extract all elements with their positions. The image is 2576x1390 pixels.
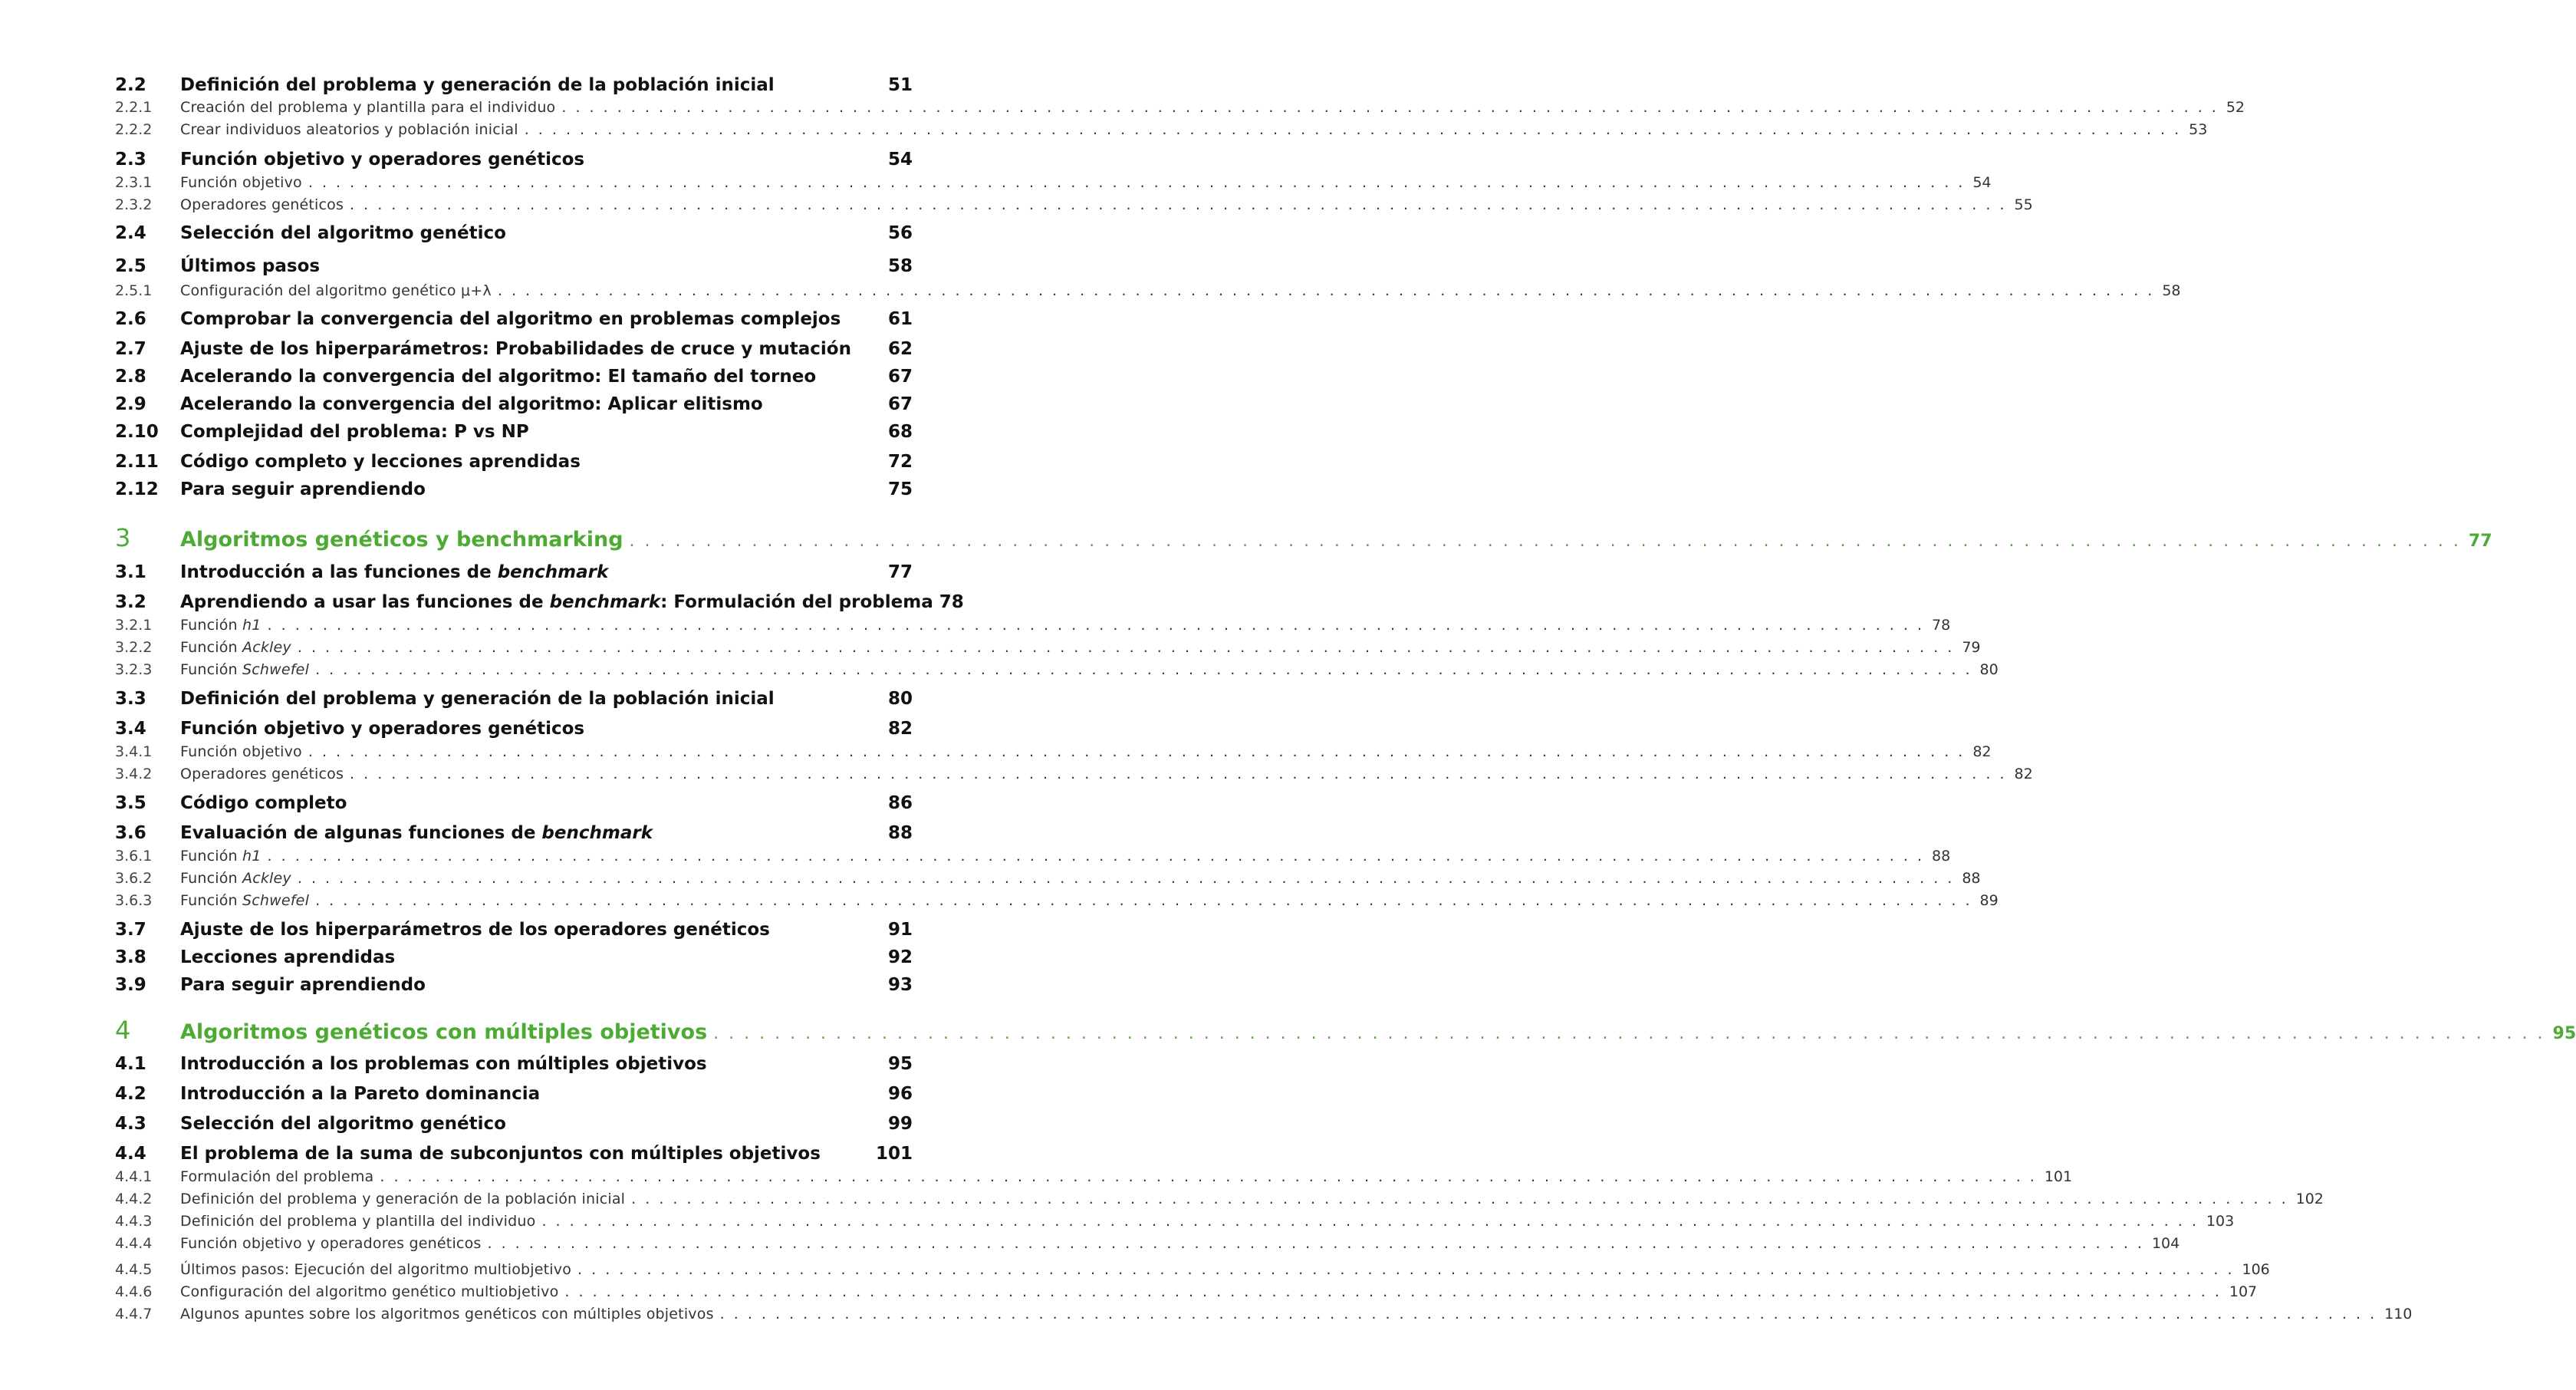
toc-dot-leader: . . . . . . . . . . . . . . . . . . . . . . . . . . . . . . . . . . . . . . . . . . . . . . . . . . . . . . . . . . . . . . . . . . . . . . . . . . . . . . . . . . . . . . . . . . . . . . . . . . . . . . . . . . . . . . . . . . . . . . . . [315, 892, 1972, 909]
toc-entry-number: 2.7 [115, 339, 146, 359]
toc-entry-number: 3.6.2 [115, 870, 153, 887]
toc-entry-title: Formulación del problema [180, 1168, 374, 1185]
toc-section[interactable] [115, 309, 913, 329]
toc-entry-page: 62 [887, 339, 913, 359]
toc-dot-leader: . . . . . . . . . . . . . . . . . . . . . . . . . . . . . . . . . . . . . . . . . . . . . . . . . . . . . . . . . . . . . . . . . . . . . . . . . . . . . . . . . . . . . . . . . . . . . . . . . . . . . . . . . . . . . . . . . . . . . . . . [524, 121, 2182, 138]
toc-entry-page: 101 [875, 1144, 913, 1164]
toc-entry-page: 55 [2014, 196, 2033, 213]
toc-dot-leader: . . . . . . . . . . . . . . . . . . . . . . . . . . . . . . . . . . . . . . . . . . . . . . . . . . . . . . . . . . . . . . . . . . . . . . . . . . . . . . . . . . . . . . . . . . . . . . . . . . . . . . . . . . . . . . . . . . . . . . . . [267, 848, 1924, 865]
toc-entry-title: Algoritmos genéticos y benchmarking [180, 528, 623, 552]
toc-subsection[interactable] [115, 99, 2245, 116]
toc-section[interactable] [115, 1084, 913, 1104]
toc-section[interactable] [115, 562, 913, 582]
toc-subsection[interactable] [115, 1191, 2324, 1207]
toc-entry-title: Definición del problema y generación de la población inicial [180, 75, 775, 95]
toc-entry-page: 61 [887, 309, 913, 329]
toc-section[interactable] [115, 479, 913, 499]
toc-entry-title [180, 617, 262, 634]
toc-entry-page: 101 [2044, 1168, 2073, 1185]
toc-entry-title [180, 848, 262, 865]
toc-entry-number: 2.3 [115, 150, 146, 170]
toc-entry-page: 92 [887, 947, 913, 967]
toc-subsection[interactable] [115, 848, 1951, 865]
toc-entry-page: 80 [887, 689, 913, 709]
toc-entry-number: 4.1 [115, 1054, 146, 1074]
toc-entry-title: Acelerando la convergencia del algoritmo: Aplicar elitismo [180, 394, 763, 414]
toc-entry-title: Comprobar la convergencia del algoritmo en problemas complejos [180, 309, 841, 329]
toc-dot-leader: . . . . . . . . . . . . . . . . . . . . . . . . . . . . . . . . . . . . . . . . . . . . . . . . . . . . . . . . . . . . . . . . . . . . . . . . . . . . . . . . . . . . . . . . . . . . . . . . . . . . . . . . . . . . . . . . . . . . . . . . [713, 1024, 2545, 1043]
toc-entry-number: 2.2.1 [115, 99, 153, 116]
toc-dot-leader: . . . . . . . . . . . . . . . . . . . . . . . . . . . . . . . . . . . . . . . . . . . . . . . . . . . . . . . . . . . . . . . . . . . . . . . . . . . . . . . . . . . . . . . . . . . . . . . . . . . . . . . . . . . . . . . . . . . . . . . . [541, 1213, 2199, 1230]
toc-dot-leader: . . . . . . . . . . . . . . . . . . . . . . . . . . . . . . . . . . . . . . . . . . . . . . . . . . . . . . . . . . . . . . . . . . . . . . . . . . . . . . . . . . . . . . . . . . . . . . . . . . . . . . . . . . . . . . . . . . . . . . . . [267, 617, 1924, 634]
toc-dot-leader: . . . . . . . . . . . . . . . . . . . . . . . . . . . . . . . . . . . . . . . . . . . . . . . . . . . . . . . . . . . . . . . . . . . . . . . . . . . . . . . . . . . . . . . . . . . . . . . . . . . . . . . . . . . . . . . . . . . . . . . . [629, 532, 2461, 551]
toc-entry-number: 3.1 [115, 562, 146, 582]
toc-entry-title [180, 661, 309, 678]
toc-section[interactable] [115, 422, 913, 442]
toc-entry-title-italic: Ackley [242, 870, 291, 887]
toc-dot-leader: . . . . . . . . . . . . . . . . . . . . . . . . . . . . . . . . . . . . . . . . . . . . . . . . . . . . . . . . . . . . . . . . . . . . . . . . . . . . . . . . . . . . . . . . . . . . . . . . . . . . . . . . . . . . . . . . . . . . . . . . [631, 1191, 2288, 1207]
toc-dot-leader: . . . . . . . . . . . . . . . . . . . . . . . . . . . . . . . . . . . . . . . . . . . . . . . . . . . . . . . . . . . . . . . . . . . . . . . . . . . . . . . . . . . . . . . . . . . . . . . . . . . . . . . . . . . . . . . . . . . . . . . . [487, 1235, 2144, 1252]
toc-entry-title: Definición del problema y generación de la población inicial [180, 689, 775, 709]
toc-section[interactable] [115, 75, 913, 95]
toc-section[interactable] [115, 150, 913, 170]
toc-entry-page: 78 [939, 592, 964, 612]
toc-entry-title: Función objetivo [180, 174, 302, 191]
toc-entry-number: 2.4 [115, 223, 146, 243]
toc-entry-number: 3.2.2 [115, 639, 153, 656]
toc-entry-page: 103 [2206, 1213, 2235, 1230]
toc-entry-page: 67 [887, 367, 913, 387]
toc-entry-page: 89 [1979, 892, 1999, 909]
toc-entry-number: 2.2.2 [115, 121, 153, 138]
toc-entry-number: 2.10 [115, 422, 159, 442]
toc-entry-number: 4.4.1 [115, 1168, 153, 1185]
toc-section[interactable] [115, 947, 913, 967]
toc-entry-title-part: Función [180, 639, 243, 656]
toc-entry-page: 77 [887, 562, 913, 582]
toc-entry-number: 2.5.1 [115, 282, 153, 299]
toc-entry-title [180, 592, 933, 612]
toc-entry-page: 88 [1932, 848, 1951, 865]
toc-section[interactable] [115, 367, 913, 387]
toc-entry-page: 79 [1962, 639, 1981, 656]
toc-entry-number: 3.7 [115, 920, 146, 940]
toc-entry-title: Función objetivo y operadores genéticos [180, 150, 585, 170]
toc-entry-title: Función objetivo y operadores genéticos [180, 1235, 482, 1252]
toc-section[interactable] [115, 223, 913, 243]
toc-subsection[interactable] [115, 892, 1999, 909]
toc-entry-number: 3 [115, 523, 131, 552]
toc-entry-title: Algoritmos genéticos con múltiples objetivos [180, 1020, 708, 1044]
toc-subsection[interactable] [115, 743, 1992, 760]
toc-entry-title: Configuración del algoritmo genético μ+λ [180, 282, 492, 299]
toc-entry-number: 2.11 [115, 452, 159, 472]
toc-dot-leader: . . . . . . . . . . . . . . . . . . . . . . . . . . . . . . . . . . . . . . . . . . . . . . . . . . . . . . . . . . . . . . . . . . . . . . . . . . . . . . . . . . . . . . . . . . . . . . . . . . . . . . . . . . . . . . . . . . . . . . . . [561, 99, 2219, 116]
toc-entry-title: Últimos pasos: Ejecución del algoritmo multiobjetivo [180, 1261, 572, 1278]
toc-entry-title-part: Función [180, 661, 243, 678]
toc-subsection[interactable] [115, 870, 1981, 887]
toc-entry-title: Para seguir aprendiendo [180, 975, 426, 995]
toc-entry-number: 2.3.2 [115, 196, 153, 213]
toc-entry-number: 4.3 [115, 1114, 146, 1134]
toc-dot-leader: . . . . . . . . . . . . . . . . . . . . . . . . . . . . . . . . . . . . . . . . . . . . . . . . . . . . . . . . . . . . . . . . . . . . . . . . . . . . . . . . . . . . . . . . . . . . . . . . . . . . . . . . . . . . . . . . . . . . . . . . [564, 1283, 2222, 1300]
toc-entry-page: 54 [1972, 174, 1992, 191]
toc-entry-title [180, 870, 291, 887]
toc-entry-title-part: Función [180, 848, 243, 865]
toc-section[interactable] [115, 339, 913, 359]
toc-entry-number: 4.4.6 [115, 1283, 153, 1300]
toc-dot-leader: . . . . . . . . . . . . . . . . . . . . . . . . . . . . . . . . . . . . . . . . . . . . . . . . . . . . . . . . . . . . . . . . . . . . . . . . . . . . . . . . . . . . . . . . . . . . . . . . . . . . . . . . . . . . . . . . . . . . . . . . [350, 766, 2007, 782]
toc-dot-leader: . . . . . . . . . . . . . . . . . . . . . . . . . . . . . . . . . . . . . . . . . . . . . . . . . . . . . . . . . . . . . . . . . . . . . . . . . . . . . . . . . . . . . . . . . . . . . . . . . . . . . . . . . . . . . . . . . . . . . . . . [719, 1306, 2377, 1322]
toc-section[interactable] [115, 823, 913, 843]
toc-entry-title-italic: benchmark [497, 562, 609, 582]
toc-subsection[interactable] [115, 196, 2033, 213]
toc-entry-title [180, 639, 291, 656]
toc-subsection[interactable] [115, 1168, 2073, 1185]
toc-entry-number: 3.4.2 [115, 766, 153, 782]
toc-entry-page: 78 [1932, 617, 1951, 634]
toc-entry-title-part: Introducción a las funciones de [180, 562, 498, 582]
toc-entry-title-part: Aprendiendo a usar las funciones de [180, 592, 550, 612]
toc-entry-title [180, 823, 653, 843]
toc-entry-page: 53 [2189, 121, 2208, 138]
toc-entry-number: 2.9 [115, 394, 146, 414]
toc-entry-title-italic: benchmark [549, 592, 661, 612]
toc-entry-title: Para seguir aprendiendo [180, 479, 426, 499]
toc-entry-page: 96 [887, 1084, 913, 1104]
toc-dot-leader: . . . . . . . . . . . . . . . . . . . . . . . . . . . . . . . . . . . . . . . . . . . . . . . . . . . . . . . . . . . . . . . . . . . . . . . . . . . . . . . . . . . . . . . . . . . . . . . . . . . . . . . . . . . . . . . . . . . . . . . . [380, 1168, 2037, 1185]
toc-entry-number: 2.5 [115, 256, 146, 276]
toc-entry-title [180, 892, 309, 909]
toc-entry-number: 3.4.1 [115, 743, 153, 760]
toc-subsection[interactable] [115, 639, 1981, 656]
toc-entry-page: 95 [887, 1054, 913, 1074]
toc-dot-leader: . . . . . . . . . . . . . . . . . . . . . . . . . . . . . . . . . . . . . . . . . . . . . . . . . . . . . . . . . . . . . . . . . . . . . . . . . . . . . . . . . . . . . . . . . . . . . . . . . . . . . . . . . . . . . . . . . . . . . . . . [577, 1261, 2235, 1278]
toc-entry-title: Introducción a la Pareto dominancia [180, 1084, 541, 1104]
toc-entry-title-italic: h1 [242, 617, 262, 634]
toc-entry-title: Acelerando la convergencia del algoritmo: El tamaño del torneo [180, 367, 817, 387]
toc-entry-number: 4.4.3 [115, 1213, 153, 1230]
toc-dot-leader: . . . . . . . . . . . . . . . . . . . . . . . . . . . . . . . . . . . . . . . . . . . . . . . . . . . . . . . . . . . . . . . . . . . . . . . . . . . . . . . . . . . . . . . . . . . . . . . . . . . . . . . . . . . . . . . . . . . . . . . . [308, 174, 1966, 191]
toc-entry-page: 77 [2468, 532, 2492, 551]
toc-entry-title: Complejidad del problema: P vs NP [180, 422, 529, 442]
toc-entry-page: 95 [2552, 1024, 2576, 1043]
toc-entry-number: 3.2.1 [115, 617, 153, 634]
toc-entry-page: 72 [887, 452, 913, 472]
toc-entry-page: 104 [2151, 1235, 2180, 1252]
toc-entry-page: 52 [2226, 99, 2245, 116]
toc-dot-leader: . . . . . . . . . . . . . . . . . . . . . . . . . . . . . . . . . . . . . . . . . . . . . . . . . . . . . . . . . . . . . . . . . . . . . . . . . . . . . . . . . . . . . . . . . . . . . . . . . . . . . . . . . . . . . . . . . . . . . . . . [497, 282, 2155, 299]
toc-entry-page: 67 [887, 394, 913, 414]
toc-entry-number: 4.4.4 [115, 1235, 153, 1252]
toc-subsection[interactable] [115, 1261, 2270, 1278]
toc-entry-page: 99 [887, 1114, 913, 1134]
toc-subsection[interactable] [115, 1306, 2413, 1322]
toc-entry-number: 3.2 [115, 592, 146, 612]
toc-subsection[interactable] [115, 766, 2033, 782]
toc-entry-page: 88 [1962, 870, 1981, 887]
toc-dot-leader: . . . . . . . . . . . . . . . . . . . . . . . . . . . . . . . . . . . . . . . . . . . . . . . . . . . . . . . . . . . . . . . . . . . . . . . . . . . . . . . . . . . . . . . . . . . . . . . . . . . . . . . . . . . . . . . . . . . . . . . . [297, 639, 1955, 656]
toc-subsection[interactable] [115, 617, 1951, 634]
toc-entry-title: Lecciones aprendidas [180, 947, 396, 967]
toc-entry-number: 2.6 [115, 309, 146, 329]
toc-section[interactable] [115, 719, 913, 739]
toc-entry-page: 58 [2162, 282, 2181, 299]
toc-entry-title: Función objetivo [180, 743, 302, 760]
toc-entry-number: 2.12 [115, 479, 159, 499]
toc-section[interactable] [115, 394, 913, 414]
toc-subsection[interactable] [115, 1213, 2235, 1230]
toc-entry-title-part: Función [180, 870, 243, 887]
toc-dot-leader: . . . . . . . . . . . . . . . . . . . . . . . . . . . . . . . . . . . . . . . . . . . . . . . . . . . . . . . . . . . . . . . . . . . . . . . . . . . . . . . . . . . . . . . . . . . . . . . . . . . . . . . . . . . . . . . . . . . . . . . . [315, 661, 1972, 678]
toc-entry-number: 2.8 [115, 367, 146, 387]
toc-section[interactable] [115, 793, 913, 813]
toc-entry-page: 75 [887, 479, 913, 499]
toc-entry-number: 2.2 [115, 75, 146, 95]
toc-entry-page: 82 [887, 719, 913, 739]
toc-entry-number: 3.4 [115, 719, 146, 739]
toc-entry-title: Introducción a los problemas con múltiples objetivos [180, 1054, 707, 1074]
toc-section[interactable] [115, 1144, 913, 1164]
toc-section[interactable] [115, 975, 913, 995]
toc-entry-page: 58 [887, 256, 913, 276]
toc-dot-leader: . . . . . . . . . . . . . . . . . . . . . . . . . . . . . . . . . . . . . . . . . . . . . . . . . . . . . . . . . . . . . . . . . . . . . . . . . . . . . . . . . . . . . . . . . . . . . . . . . . . . . . . . . . . . . . . . . . . . . . . . [297, 870, 1955, 887]
toc-entry-title: Selección del algoritmo genético [180, 223, 506, 243]
toc-chapter[interactable] [115, 1016, 2576, 1045]
toc-entry-title-italic: Schwefel [242, 892, 310, 909]
toc-entry-page: 107 [2229, 1283, 2258, 1300]
toc-entry-title: Crear individuos aleatorios y población inicial [180, 121, 518, 138]
toc-entry-title: Ajuste de los hiperparámetros de los operadores genéticos [180, 920, 770, 940]
toc-entry-title-part: Función [180, 892, 243, 909]
toc-entry-title: Función objetivo y operadores genéticos [180, 719, 585, 739]
toc-chapter[interactable] [115, 523, 2492, 552]
toc-section[interactable] [115, 1054, 913, 1074]
toc-entry-page: 54 [887, 150, 913, 170]
toc-entry-page: 56 [887, 223, 913, 243]
toc-entry-number: 3.8 [115, 947, 146, 967]
toc-entry-title: Creación del problema y plantilla para el individuo [180, 99, 556, 116]
toc-section[interactable] [115, 592, 964, 612]
toc-entry-number: 4 [115, 1016, 131, 1045]
toc-subsection[interactable] [115, 1283, 2258, 1300]
toc-entry-page: 106 [2242, 1261, 2270, 1278]
toc-entry-title: Definición del problema y generación de la población inicial [180, 1191, 626, 1207]
toc-entry-title-part: : Formulación del problema [660, 592, 933, 612]
toc-subsection[interactable] [115, 282, 2181, 299]
toc-subsection[interactable] [115, 661, 1999, 678]
toc-entry-title-italic: Schwefel [242, 661, 310, 678]
toc-subsection[interactable] [115, 174, 1992, 191]
toc-section[interactable] [115, 256, 913, 276]
toc-entry-page: 91 [887, 920, 913, 940]
toc-entry-number: 3.6 [115, 823, 146, 843]
toc-subsection[interactable] [115, 1235, 2180, 1252]
toc-entry-number: 4.4.2 [115, 1191, 153, 1207]
toc-entry-page: 51 [887, 75, 913, 95]
toc-entry-title: Definición del problema y plantilla del individuo [180, 1213, 536, 1230]
toc-section[interactable] [115, 920, 913, 940]
toc-entry-number: 4.4.7 [115, 1306, 153, 1322]
toc-entry-title-italic: Ackley [242, 639, 291, 656]
toc-entry-page: 80 [1979, 661, 1999, 678]
toc-entry-title: Selección del algoritmo genético [180, 1114, 506, 1134]
toc-entry-page: 82 [1972, 743, 1992, 760]
toc-entry-title: Código completo y lecciones aprendidas [180, 452, 581, 472]
toc-entry-page: 86 [887, 793, 913, 813]
toc-entry-number: 3.2.3 [115, 661, 153, 678]
toc-entry-number: 3.6.3 [115, 892, 153, 909]
toc-entry-title [180, 562, 608, 582]
toc-entry-number: 4.4 [115, 1144, 146, 1164]
toc-entry-title: Últimos pasos [180, 256, 321, 276]
toc-entry-title: Operadores genéticos [180, 196, 344, 213]
toc-entry-number: 4.2 [115, 1084, 146, 1104]
toc-entry-page: 93 [887, 975, 913, 995]
toc-entry-number: 2.3.1 [115, 174, 153, 191]
toc-entry-title-part: Evaluación de algunas funciones de [180, 823, 542, 843]
toc-entry-number: 3.6.1 [115, 848, 153, 865]
toc-entry-number: 3.9 [115, 975, 146, 995]
toc-entry-page: 102 [2295, 1191, 2324, 1207]
toc-subsection[interactable] [115, 121, 2208, 138]
toc-section[interactable] [115, 1114, 913, 1134]
toc-entry-title: Código completo [180, 793, 347, 813]
toc-entry-page: 82 [2014, 766, 2033, 782]
toc-entry-title: Algunos apuntes sobre los algoritmos genéticos con múltiples objetivos [180, 1306, 714, 1322]
toc-entry-page: 110 [2384, 1306, 2413, 1322]
toc-entry-number: 4.4.5 [115, 1261, 153, 1278]
toc-entry-title: El problema de la suma de subconjuntos con múltiples objetivos [180, 1144, 821, 1164]
toc-entry-title-italic: h1 [242, 848, 262, 865]
toc-entry-number: 3.3 [115, 689, 146, 709]
toc-entry-title-part: Función [180, 617, 243, 634]
toc-entry-title: Ajuste de los hiperparámetros: Probabilidades de cruce y mutación [180, 339, 851, 359]
toc-entry-title: Operadores genéticos [180, 766, 344, 782]
toc-entry-title: Configuración del algoritmo genético multiobjetivo [180, 1283, 559, 1300]
toc-dot-leader: . . . . . . . . . . . . . . . . . . . . . . . . . . . . . . . . . . . . . . . . . . . . . . . . . . . . . . . . . . . . . . . . . . . . . . . . . . . . . . . . . . . . . . . . . . . . . . . . . . . . . . . . . . . . . . . . . . . . . . . . [308, 743, 1966, 760]
toc-entry-page: 68 [887, 422, 913, 442]
toc-section[interactable] [115, 452, 913, 472]
toc-dot-leader: . . . . . . . . . . . . . . . . . . . . . . . . . . . . . . . . . . . . . . . . . . . . . . . . . . . . . . . . . . . . . . . . . . . . . . . . . . . . . . . . . . . . . . . . . . . . . . . . . . . . . . . . . . . . . . . . . . . . . . . . [350, 196, 2007, 213]
toc-entry-number: 3.5 [115, 793, 146, 813]
toc-entry-page: 88 [887, 823, 913, 843]
toc-entry-title-italic: benchmark [541, 823, 653, 843]
toc-section[interactable] [115, 689, 913, 709]
